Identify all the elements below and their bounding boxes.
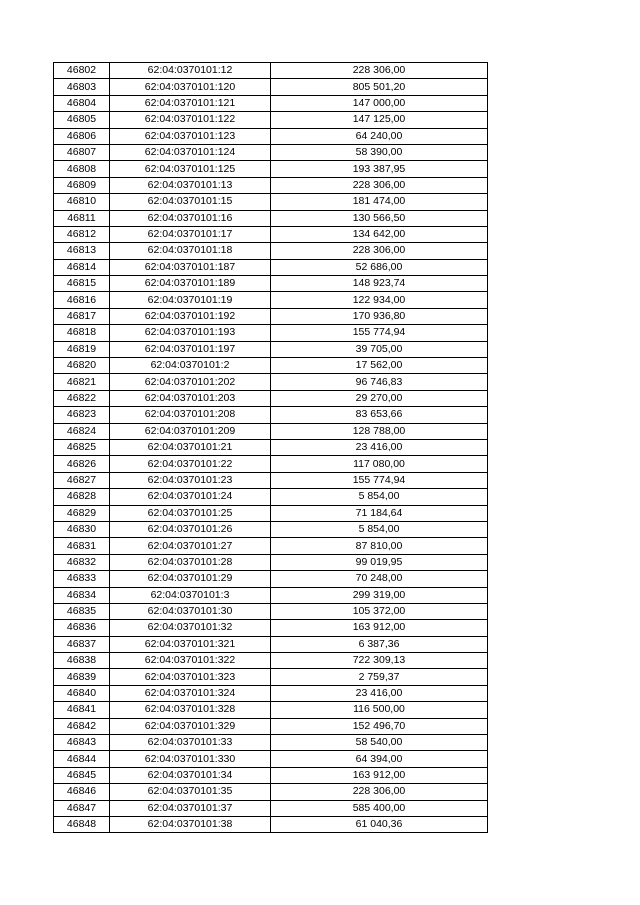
row-number-cell: 46808: [54, 161, 110, 177]
cadastral-number-cell: 62:04:0370101:321: [110, 636, 271, 652]
value-cell: 23 416,00: [271, 685, 488, 701]
row-number-cell: 46829: [54, 505, 110, 521]
cadastral-number-cell: 62:04:0370101:37: [110, 800, 271, 816]
table-row: [54, 128, 488, 144]
cadastral-number-cell: 62:04:0370101:122: [110, 112, 271, 128]
table-row: [54, 800, 488, 816]
row-number-cell: 46809: [54, 177, 110, 193]
cadastral-number-cell: 62:04:0370101:202: [110, 374, 271, 390]
table-row: [54, 358, 488, 374]
value-cell: 58 540,00: [271, 735, 488, 751]
row-number-cell: 46821: [54, 374, 110, 390]
cadastral-number-cell: 62:04:0370101:123: [110, 128, 271, 144]
table-row: [54, 259, 488, 275]
table-row: [54, 95, 488, 111]
row-number-cell: 46832: [54, 554, 110, 570]
table-row: [54, 472, 488, 488]
cadastral-number-cell: 62:04:0370101:18: [110, 243, 271, 259]
cadastral-number-cell: 62:04:0370101:324: [110, 685, 271, 701]
row-number-cell: 46840: [54, 685, 110, 701]
registry-table-body: [54, 63, 488, 833]
value-cell: 5 854,00: [271, 521, 488, 537]
table-row: [54, 816, 488, 832]
registry-table: [53, 62, 488, 833]
value-cell: 155 774,94: [271, 472, 488, 488]
table-row: [54, 144, 488, 160]
value-cell: 147 125,00: [271, 112, 488, 128]
row-number-cell: 46831: [54, 538, 110, 554]
value-cell: 122 934,00: [271, 292, 488, 308]
row-number-cell: 46818: [54, 325, 110, 341]
value-cell: 117 080,00: [271, 456, 488, 472]
row-number-cell: 46816: [54, 292, 110, 308]
value-cell: 17 562,00: [271, 358, 488, 374]
value-cell: 2 759,37: [271, 669, 488, 685]
value-cell: 152 496,70: [271, 718, 488, 734]
row-number-cell: 46812: [54, 226, 110, 242]
cadastral-number-cell: 62:04:0370101:2: [110, 358, 271, 374]
cadastral-number-cell: 62:04:0370101:32: [110, 620, 271, 636]
row-number-cell: 46824: [54, 423, 110, 439]
value-cell: 83 653,66: [271, 407, 488, 423]
row-number-cell: 46826: [54, 456, 110, 472]
cadastral-number-cell: 62:04:0370101:22: [110, 456, 271, 472]
value-cell: 228 306,00: [271, 63, 488, 79]
row-number-cell: 46823: [54, 407, 110, 423]
cadastral-number-cell: 62:04:0370101:12: [110, 63, 271, 79]
table-row: [54, 751, 488, 767]
value-cell: 61 040,36: [271, 816, 488, 832]
row-number-cell: 46842: [54, 718, 110, 734]
cadastral-number-cell: 62:04:0370101:27: [110, 538, 271, 554]
value-cell: 299 319,00: [271, 587, 488, 603]
table-row: [54, 620, 488, 636]
value-cell: 193 387,95: [271, 161, 488, 177]
value-cell: 64 240,00: [271, 128, 488, 144]
cadastral-number-cell: 62:04:0370101:30: [110, 603, 271, 619]
table-row: [54, 439, 488, 455]
table-row: [54, 456, 488, 472]
table-row: [54, 325, 488, 341]
cadastral-number-cell: 62:04:0370101:192: [110, 308, 271, 324]
cadastral-number-cell: 62:04:0370101:197: [110, 341, 271, 357]
value-cell: 116 500,00: [271, 702, 488, 718]
row-number-cell: 46846: [54, 784, 110, 800]
table-row: [54, 669, 488, 685]
cadastral-number-cell: 62:04:0370101:209: [110, 423, 271, 439]
row-number-cell: 46833: [54, 571, 110, 587]
value-cell: 52 686,00: [271, 259, 488, 275]
cadastral-number-cell: 62:04:0370101:24: [110, 489, 271, 505]
table-row: [54, 489, 488, 505]
row-number-cell: 46805: [54, 112, 110, 128]
table-row: [54, 767, 488, 783]
table-row: [54, 292, 488, 308]
value-cell: 155 774,94: [271, 325, 488, 341]
cadastral-number-cell: 62:04:0370101:13: [110, 177, 271, 193]
row-number-cell: 46825: [54, 439, 110, 455]
value-cell: 170 936,80: [271, 308, 488, 324]
value-cell: 228 306,00: [271, 243, 488, 259]
table-row: [54, 718, 488, 734]
row-number-cell: 46835: [54, 603, 110, 619]
row-number-cell: 46811: [54, 210, 110, 226]
row-number-cell: 46848: [54, 816, 110, 832]
table-row: [54, 63, 488, 79]
value-cell: 147 000,00: [271, 95, 488, 111]
cadastral-number-cell: 62:04:0370101:330: [110, 751, 271, 767]
value-cell: 105 372,00: [271, 603, 488, 619]
row-number-cell: 46836: [54, 620, 110, 636]
row-number-cell: 46847: [54, 800, 110, 816]
cadastral-number-cell: 62:04:0370101:121: [110, 95, 271, 111]
value-cell: 181 474,00: [271, 194, 488, 210]
value-cell: 228 306,00: [271, 784, 488, 800]
table-row: [54, 685, 488, 701]
row-number-cell: 46815: [54, 276, 110, 292]
value-cell: 148 923,74: [271, 276, 488, 292]
cadastral-number-cell: 62:04:0370101:33: [110, 735, 271, 751]
table-row: [54, 374, 488, 390]
cadastral-number-cell: 62:04:0370101:193: [110, 325, 271, 341]
value-cell: 130 566,50: [271, 210, 488, 226]
row-number-cell: 46843: [54, 735, 110, 751]
row-number-cell: 46822: [54, 390, 110, 406]
table-row: [54, 226, 488, 242]
value-cell: 87 810,00: [271, 538, 488, 554]
cadastral-number-cell: 62:04:0370101:15: [110, 194, 271, 210]
row-number-cell: 46841: [54, 702, 110, 718]
cadastral-number-cell: 62:04:0370101:3: [110, 587, 271, 603]
value-cell: 585 400,00: [271, 800, 488, 816]
table-row: [54, 79, 488, 95]
cadastral-number-cell: 62:04:0370101:19: [110, 292, 271, 308]
value-cell: 163 912,00: [271, 767, 488, 783]
row-number-cell: 46828: [54, 489, 110, 505]
value-cell: 70 248,00: [271, 571, 488, 587]
table-row: [54, 276, 488, 292]
cadastral-number-cell: 62:04:0370101:21: [110, 439, 271, 455]
cadastral-number-cell: 62:04:0370101:17: [110, 226, 271, 242]
table-row: [54, 538, 488, 554]
table-row: [54, 210, 488, 226]
row-number-cell: 46845: [54, 767, 110, 783]
table-row: [54, 554, 488, 570]
cadastral-number-cell: 62:04:0370101:25: [110, 505, 271, 521]
value-cell: 71 184,64: [271, 505, 488, 521]
value-cell: 39 705,00: [271, 341, 488, 357]
row-number-cell: 46814: [54, 259, 110, 275]
cadastral-number-cell: 62:04:0370101:34: [110, 767, 271, 783]
value-cell: 64 394,00: [271, 751, 488, 767]
row-number-cell: 46817: [54, 308, 110, 324]
table-row: [54, 407, 488, 423]
cadastral-number-cell: 62:04:0370101:329: [110, 718, 271, 734]
value-cell: 722 309,13: [271, 653, 488, 669]
cadastral-number-cell: 62:04:0370101:323: [110, 669, 271, 685]
row-number-cell: 46830: [54, 521, 110, 537]
row-number-cell: 46820: [54, 358, 110, 374]
table-row: [54, 636, 488, 652]
row-number-cell: 46803: [54, 79, 110, 95]
cadastral-number-cell: 62:04:0370101:189: [110, 276, 271, 292]
table-row: [54, 571, 488, 587]
row-number-cell: 46810: [54, 194, 110, 210]
cadastral-number-cell: 62:04:0370101:187: [110, 259, 271, 275]
value-cell: 6 387,36: [271, 636, 488, 652]
table-row: [54, 177, 488, 193]
value-cell: 134 642,00: [271, 226, 488, 242]
cadastral-number-cell: 62:04:0370101:28: [110, 554, 271, 570]
table-row: [54, 521, 488, 537]
table-row: [54, 341, 488, 357]
table-row: [54, 390, 488, 406]
value-cell: 99 019,95: [271, 554, 488, 570]
table-row: [54, 784, 488, 800]
table-row: [54, 243, 488, 259]
cadastral-number-cell: 62:04:0370101:38: [110, 816, 271, 832]
value-cell: 58 390,00: [271, 144, 488, 160]
cadastral-number-cell: 62:04:0370101:322: [110, 653, 271, 669]
cadastral-number-cell: 62:04:0370101:124: [110, 144, 271, 160]
cadastral-number-cell: 62:04:0370101:23: [110, 472, 271, 488]
table-row: [54, 587, 488, 603]
row-number-cell: 46813: [54, 243, 110, 259]
cadastral-number-cell: 62:04:0370101:203: [110, 390, 271, 406]
row-number-cell: 46844: [54, 751, 110, 767]
table-row: [54, 112, 488, 128]
row-number-cell: 46806: [54, 128, 110, 144]
value-cell: 163 912,00: [271, 620, 488, 636]
value-cell: 5 854,00: [271, 489, 488, 505]
table-row: [54, 161, 488, 177]
cadastral-number-cell: 62:04:0370101:35: [110, 784, 271, 800]
table-row: [54, 735, 488, 751]
table-row: [54, 702, 488, 718]
table-row: [54, 194, 488, 210]
row-number-cell: 46839: [54, 669, 110, 685]
row-number-cell: 46834: [54, 587, 110, 603]
cadastral-number-cell: 62:04:0370101:26: [110, 521, 271, 537]
cadastral-number-cell: 62:04:0370101:125: [110, 161, 271, 177]
value-cell: 128 788,00: [271, 423, 488, 439]
cadastral-number-cell: 62:04:0370101:120: [110, 79, 271, 95]
row-number-cell: 46837: [54, 636, 110, 652]
table-row: [54, 308, 488, 324]
table-row: [54, 423, 488, 439]
row-number-cell: 46807: [54, 144, 110, 160]
row-number-cell: 46819: [54, 341, 110, 357]
table-row: [54, 603, 488, 619]
value-cell: 96 746,83: [271, 374, 488, 390]
cadastral-number-cell: 62:04:0370101:16: [110, 210, 271, 226]
value-cell: 228 306,00: [271, 177, 488, 193]
value-cell: 805 501,20: [271, 79, 488, 95]
table-row: [54, 505, 488, 521]
cadastral-number-cell: 62:04:0370101:29: [110, 571, 271, 587]
row-number-cell: 46802: [54, 63, 110, 79]
row-number-cell: 46804: [54, 95, 110, 111]
table-row: [54, 653, 488, 669]
value-cell: 29 270,00: [271, 390, 488, 406]
cadastral-number-cell: 62:04:0370101:328: [110, 702, 271, 718]
value-cell: 23 416,00: [271, 439, 488, 455]
row-number-cell: 46838: [54, 653, 110, 669]
row-number-cell: 46827: [54, 472, 110, 488]
cadastral-number-cell: 62:04:0370101:208: [110, 407, 271, 423]
